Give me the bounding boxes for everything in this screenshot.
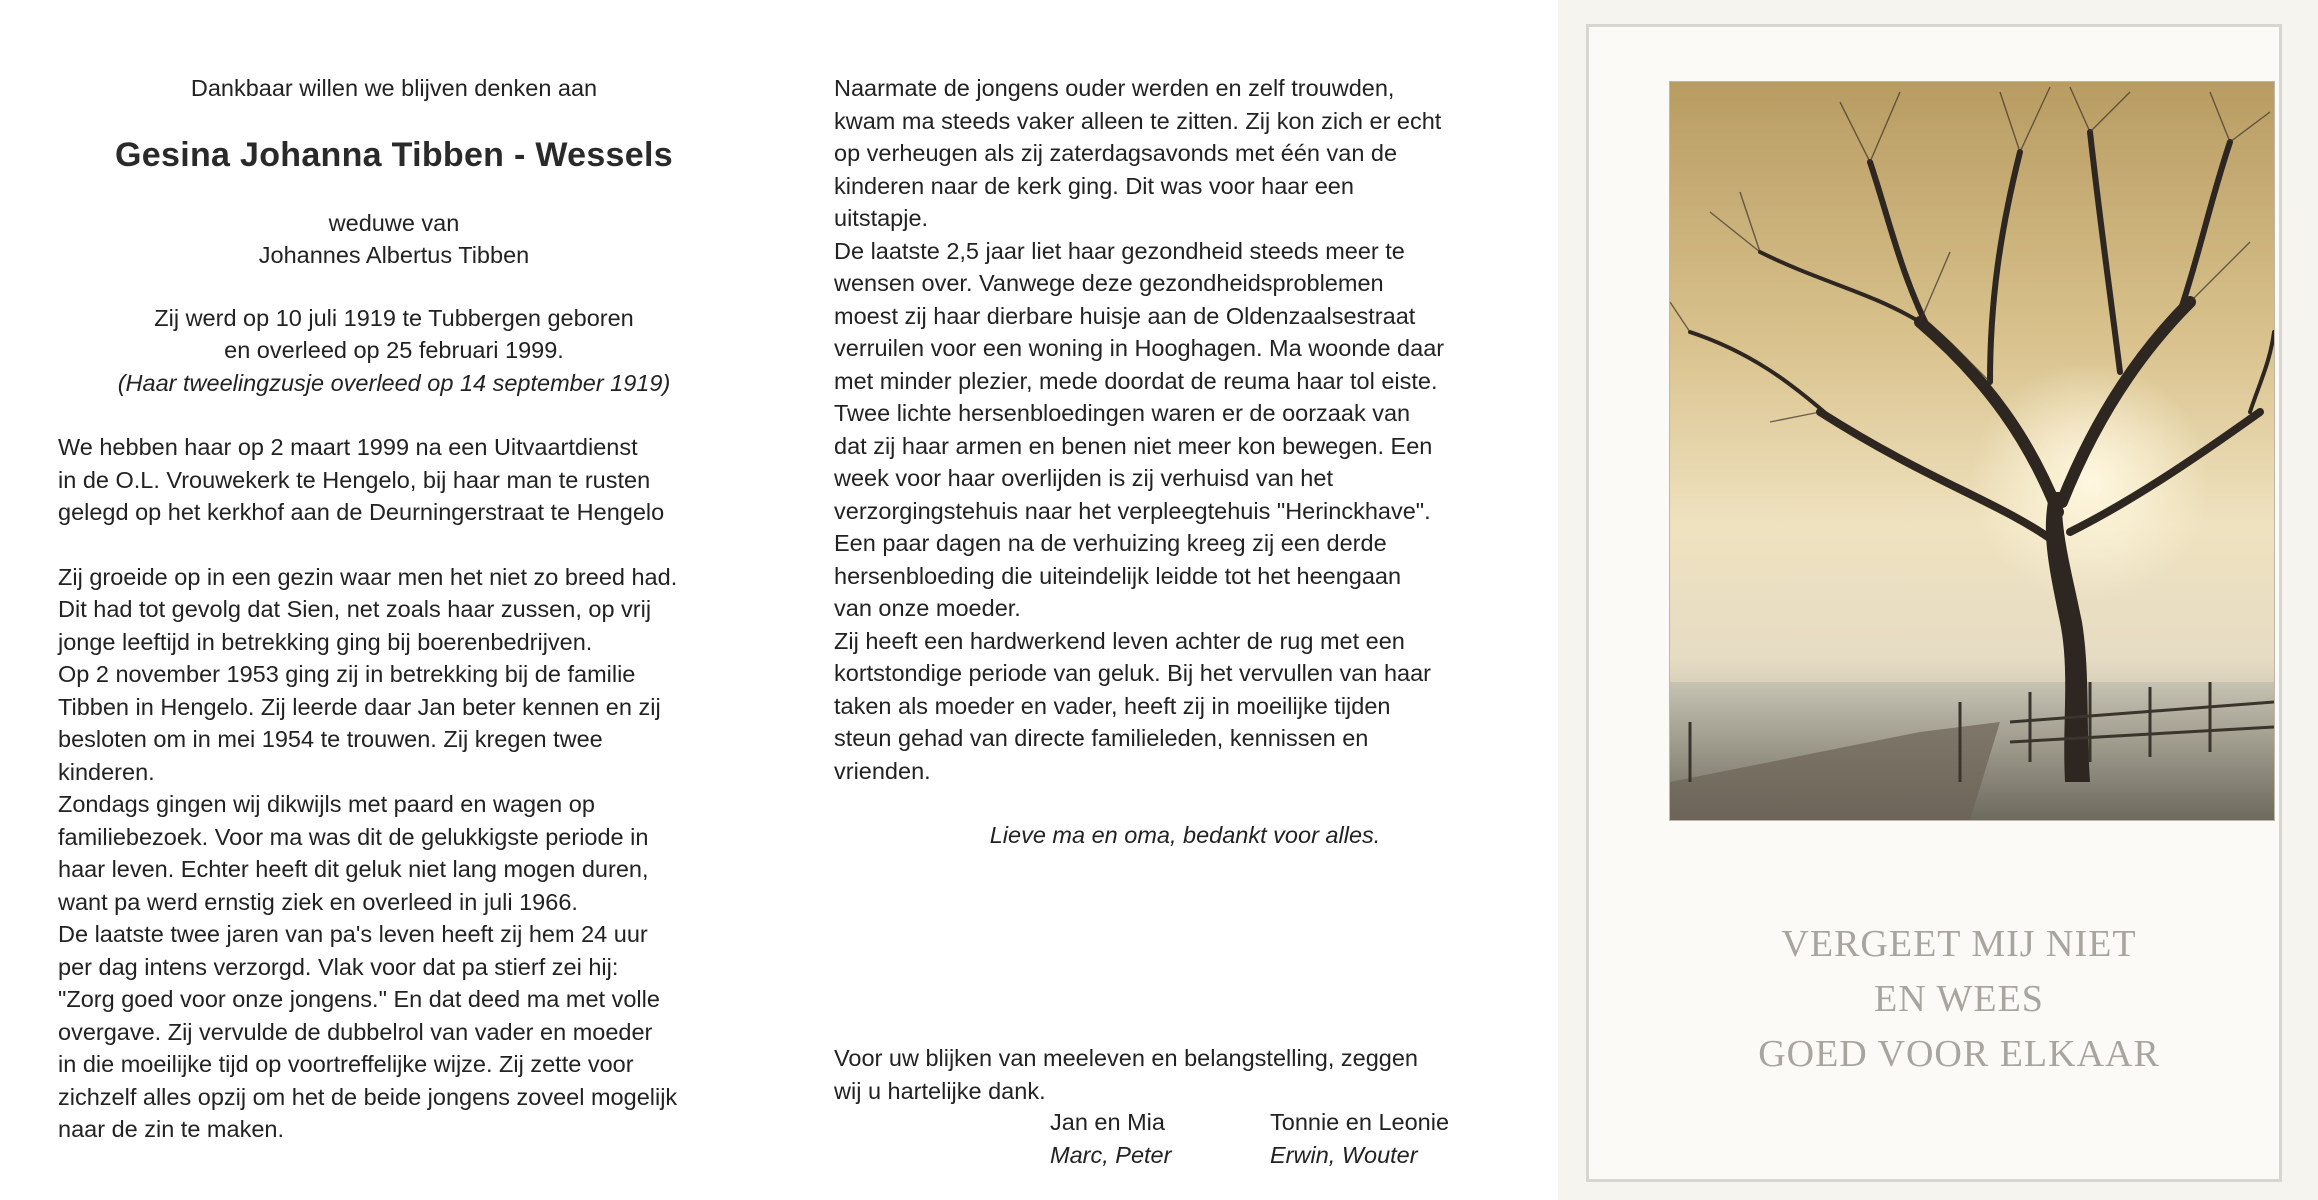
motto-line-2: EN WEES <box>1874 978 2044 1020</box>
text-line: met minder plezier, mede doordat de reuma haar tol eiste. <box>834 367 1438 394</box>
text-line: op verheugen als zij zaterdagsavonds met één van de <box>834 140 1398 166</box>
text-line: moest zij haar dierbare huisje aan de Oldenzaalsestraat <box>834 302 1416 329</box>
card-cover <box>1558 0 2318 1200</box>
text-line: Een paar dagen na de verhuizing kreeg zij een derde <box>834 530 1387 556</box>
text-line: dat zij haar armen en benen niet meer kon bewegen. Een <box>834 432 1433 459</box>
text-line: steun gehad van directe familieleden, kennissen en <box>834 725 1369 751</box>
family-2-parents: Tonnie en Leonie <box>1270 1109 1450 1135</box>
text-line: wensen over. Vanwege deze gezondheidsproblemen <box>834 270 1384 296</box>
born-line-2: en overleed op 25 februari 1999. <box>224 337 564 363</box>
text-line: per dag intens verzorgd. Vlak voor dat pa stierf zei hij: <box>58 953 619 980</box>
family-1 <box>1050 1106 1171 1171</box>
burial-paragraph <box>58 431 730 529</box>
text-line: kinderen. <box>58 758 155 785</box>
text-line: familiebezoek. Voor ma was dit de gelukkigste periode in <box>58 823 649 850</box>
text-line: De laatste 2,5 jaar liet haar gezondheid steeds meer te <box>834 237 1405 264</box>
text-line: verzorgingstehuis naar het verpleegtehuis "Herinckhave". <box>834 497 1431 524</box>
text-line: overgave. Zij vervulde de dubbelrol van vader en moeder <box>58 1018 653 1045</box>
text-line: gelegd op het kerkhof aan de Deurningerstraat te Hengelo <box>58 499 665 525</box>
thanks-line-1: Voor uw blijken van meeleven en belangstelling, zeggen <box>834 1045 1418 1071</box>
text-line: uitstapje. <box>834 205 929 231</box>
text-line: want pa werd ernstig ziek en overleed in juli 1966. <box>58 888 578 915</box>
text-line: jonge leeftijd in betrekking ging bij boerenbedrijven. <box>58 628 593 655</box>
motto-text <box>1699 917 2219 1082</box>
text-line: We hebben haar op 2 maart 1999 na een Uitvaartdienst <box>58 434 638 460</box>
text-line: Naarmate de jongens ouder werden en zelf trouwden, <box>834 75 1395 101</box>
family-1-children: Marc, Peter <box>1050 1141 1172 1168</box>
middle-column <box>834 72 1496 852</box>
life-story-paragraph <box>58 561 730 1146</box>
text-line: besloten om in mei 1954 te trouwen. Zij kregen twee <box>58 726 603 752</box>
motto-line-3: GOED VOOR ELKAAR <box>1758 1033 2160 1075</box>
card-frame <box>1586 24 2282 1182</box>
text-line: kinderen naar de kerk ging. Dit was voor haar een <box>834 172 1354 199</box>
intro-text: Dankbaar willen we blijven denken aan <box>190 75 598 101</box>
twin-note: (Haar tweelingzusje overleed op 14 september 1919) <box>117 369 671 396</box>
thanks-paragraph <box>834 1042 1496 1107</box>
family-2 <box>1270 1106 1449 1171</box>
tree-landscape-image <box>1670 82 2274 820</box>
text-line: zichzelf alles opzij om het de beide jongens zoveel mogelijk <box>58 1083 678 1110</box>
text-line: Op 2 november 1953 ging zij in betrekking bij de familie <box>58 661 636 687</box>
text-line: "Zorg goed voor onze jongens." En dat deed ma met volle <box>58 986 660 1012</box>
left-column <box>58 72 730 1146</box>
text-line: haar leven. Echter heeft dit geluk niet lang mogen duren, <box>58 856 649 882</box>
motto-line-1: VERGEET MIJ NIET <box>1781 923 2137 965</box>
text-line: in de O.L. Vrouwekerk te Hengelo, bij haar man te rusten <box>58 466 651 493</box>
widow-line-2: Johannes Albertus Tibben <box>258 242 530 268</box>
text-line: naar de zin te maken. <box>58 1116 284 1142</box>
deceased-name: Gesina Johanna Tibben - Wessels <box>115 135 673 174</box>
closing-line: Lieve ma en oma, bedankt voor alles. <box>989 822 1381 848</box>
born-line-1: Zij werd op 10 juli 1919 te Tubbergen geboren <box>154 304 634 331</box>
thanks-line-2: wij u hartelijke dank. <box>834 1077 1046 1104</box>
text-line: Twee lichte hersenbloedingen waren er de oorzaak van <box>834 400 1411 426</box>
tree-photo <box>1669 81 2275 821</box>
text-line: kwam ma steeds vaker alleen te zitten. Zij kon zich er echt <box>834 107 1442 134</box>
text-line: Zij heeft een hardwerkend leven achter de rug met een <box>834 627 1405 654</box>
text-line: Dit had tot gevolg dat Sien, net zoals haar zussen, op vrij <box>58 596 652 622</box>
text-line: verruilen voor een woning in Hooghagen. Ma woonde daar <box>834 335 1445 361</box>
text-line: Tibben in Hengelo. Zij leerde daar Jan beter kennen en zij <box>58 693 661 720</box>
text-line: Zondags gingen wij dikwijls met paard en wagen op <box>58 791 595 817</box>
text-line: vrienden. <box>834 757 931 784</box>
text-line: kortstondige periode van geluk. Bij het vervullen van haar <box>834 660 1432 686</box>
text-line: week voor haar overlijden is zij verhuisd van het <box>834 465 1333 491</box>
family-2-children: Erwin, Wouter <box>1270 1141 1418 1168</box>
text-line: hersenbloeding die uiteindelijk leidde tot het heengaan <box>834 562 1402 589</box>
text-line: taken als moeder en vader, heeft zij in moeilijke tijden <box>834 692 1391 719</box>
continued-story-paragraph <box>834 72 1496 787</box>
text-line: in die moeilijke tijd op voortreffelijke wijze. Zij zette voor <box>58 1051 634 1077</box>
family-1-parents: Jan en Mia <box>1050 1109 1165 1135</box>
widow-line-1: weduwe van <box>328 209 460 236</box>
text-line: van onze moeder. <box>834 595 1021 621</box>
text-line: De laatste twee jaren van pa's leven heeft zij hem 24 uur <box>58 921 648 947</box>
text-line: Zij groeide op in een gezin waar men het niet zo breed had. <box>58 563 678 590</box>
